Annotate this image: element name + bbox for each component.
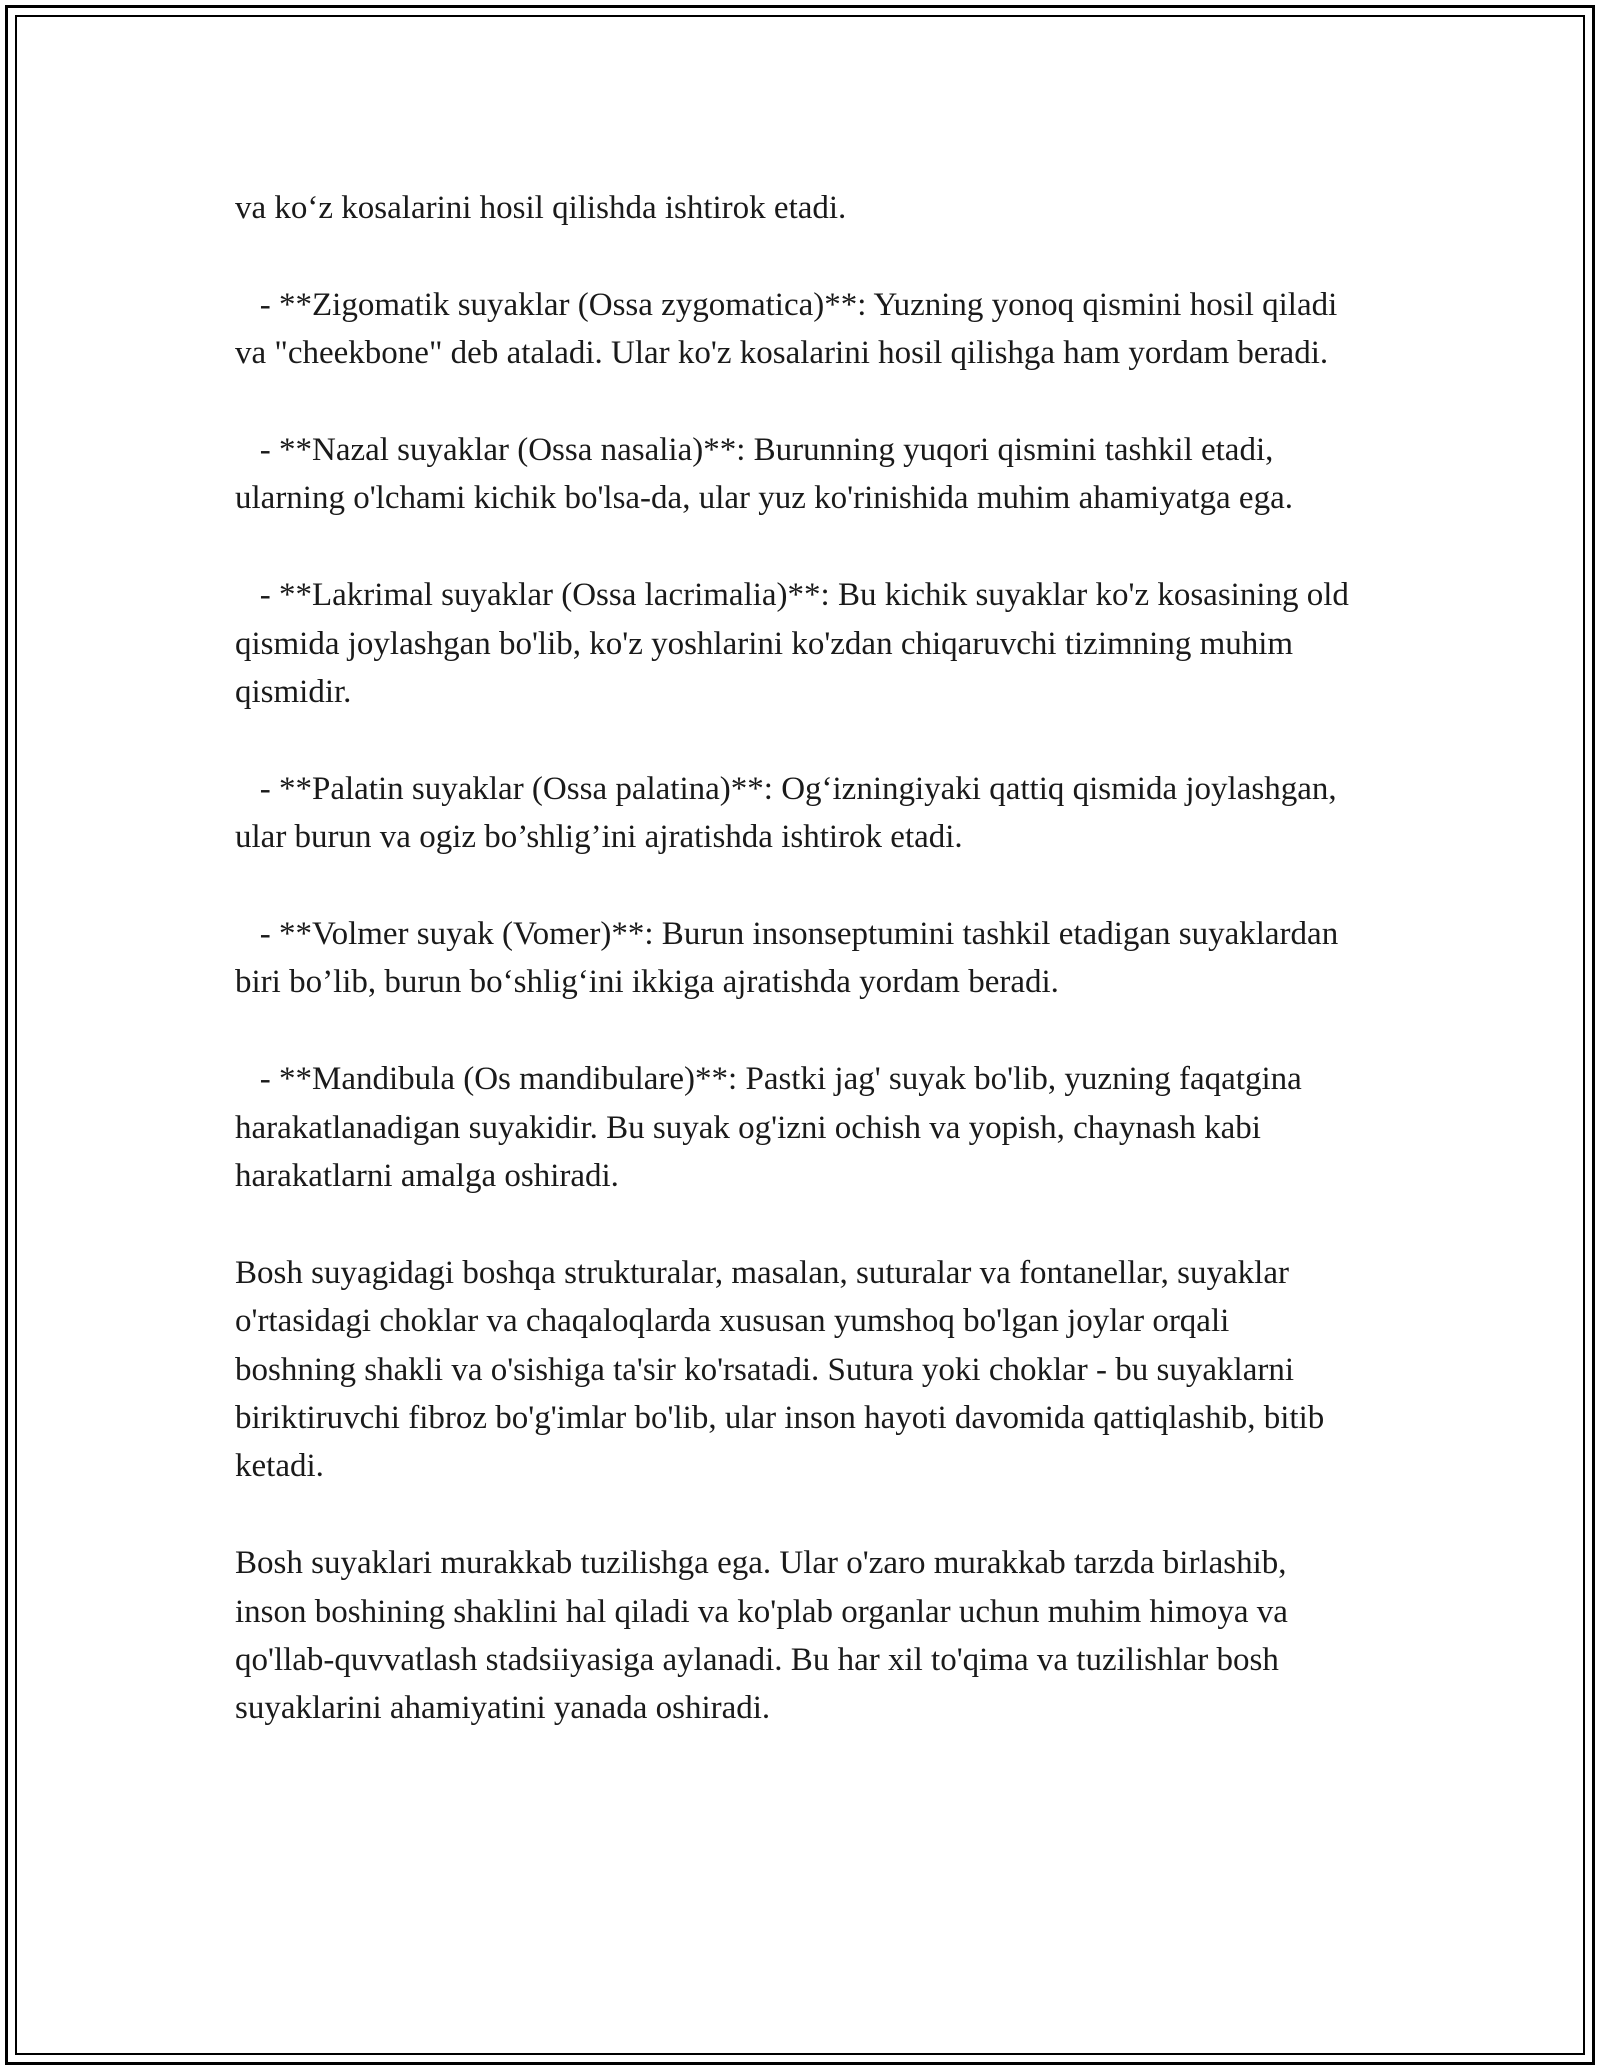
list-item-mandible: - **Mandibula (Os mandibulare)**: Pastki jag' suyak bo'lib, yuzning faqatgina harakatlanadigan suyakidir. Bu suyak og'izni ochish va yopish, chaynash kabi harakatlarni amalga oshiradi. — [235, 1061, 1311, 1195]
paragraph-sutures: Bosh suyagidagi boshqa strukturalar, masalan, suturalar va fontanellar, suyaklar o'rtasidagi choklar va chaqaloqlarda xususan yumshoq bo'lgan joylar orqali boshning shakli va o'sishiga ta'sir ko'rsatadi. Sutura yoki choklar - bu suyaklarni biriktiruvchi fibroz bo'g'imlar bo'lib, ular inson hayoti davomida qattiqlashib, bitib ketadi. — [235, 1254, 1333, 1485]
list-item-nasal: - **Nazal suyaklar (Ossa nasalia)**: Burunning yuqori qismini tashkil etadi, ularning o'lchami kichik bo'lsa-da, ular yuz ko'rinishida muhim ahamiyatga ega. — [235, 432, 1293, 517]
list-item-zygomatic: - **Zigomatik suyaklar (Ossa zygomatica)**: Yuzning yonoq qismini hosil qiladi va "cheekbone" deb ataladi. Ular ko'z kosalarini hosil qilishga ham yordam beradi. — [235, 286, 1346, 372]
list-item-lacrimal: - **Lakrimal suyaklar (Ossa lacrimalia)**: Bu kichik suyaklar ko'z kosasining old qismida joylashgan bo'lib, ko'z yoshlarini ko'zdan chiqaruvchi tizimning muhim qismidir. — [235, 577, 1358, 711]
paragraph-continuation: va ko‘z kosalarini hosil qilishda ishtirok etadi. — [235, 190, 847, 226]
paragraph-conclusion: Bosh suyaklari murakkab tuzilishga ega. Ular o'zaro murakkab tarzda birlashib, inson boshining shaklini hal qiladi va ko'plab organlar uchun muhim himoya va qo'llab-quvvatlash stadsiiyasiga aylanadi. Bu har xil to'qima va tuzilishlar bosh suyaklarini ahamiyatini yanada oshiradi. — [235, 1545, 1297, 1727]
list-item-palatine: - **Palatin suyaklar (Ossa palatina)**: Og‘izningiyaki qattiq qismida joylashgan, ular burun va ogiz bo’shlig’ini ajratishda ishtirok etadi. — [235, 770, 1345, 856]
document-body — [235, 184, 1358, 1781]
list-item-vomer: - **Volmer suyak (Vomer)**: Burun insonseptumini tashkil etadigan suyaklardan biri bo’lib, burun bo‘shlig‘ini ikkiga ajratishda yordam beradi. — [235, 916, 1347, 1001]
